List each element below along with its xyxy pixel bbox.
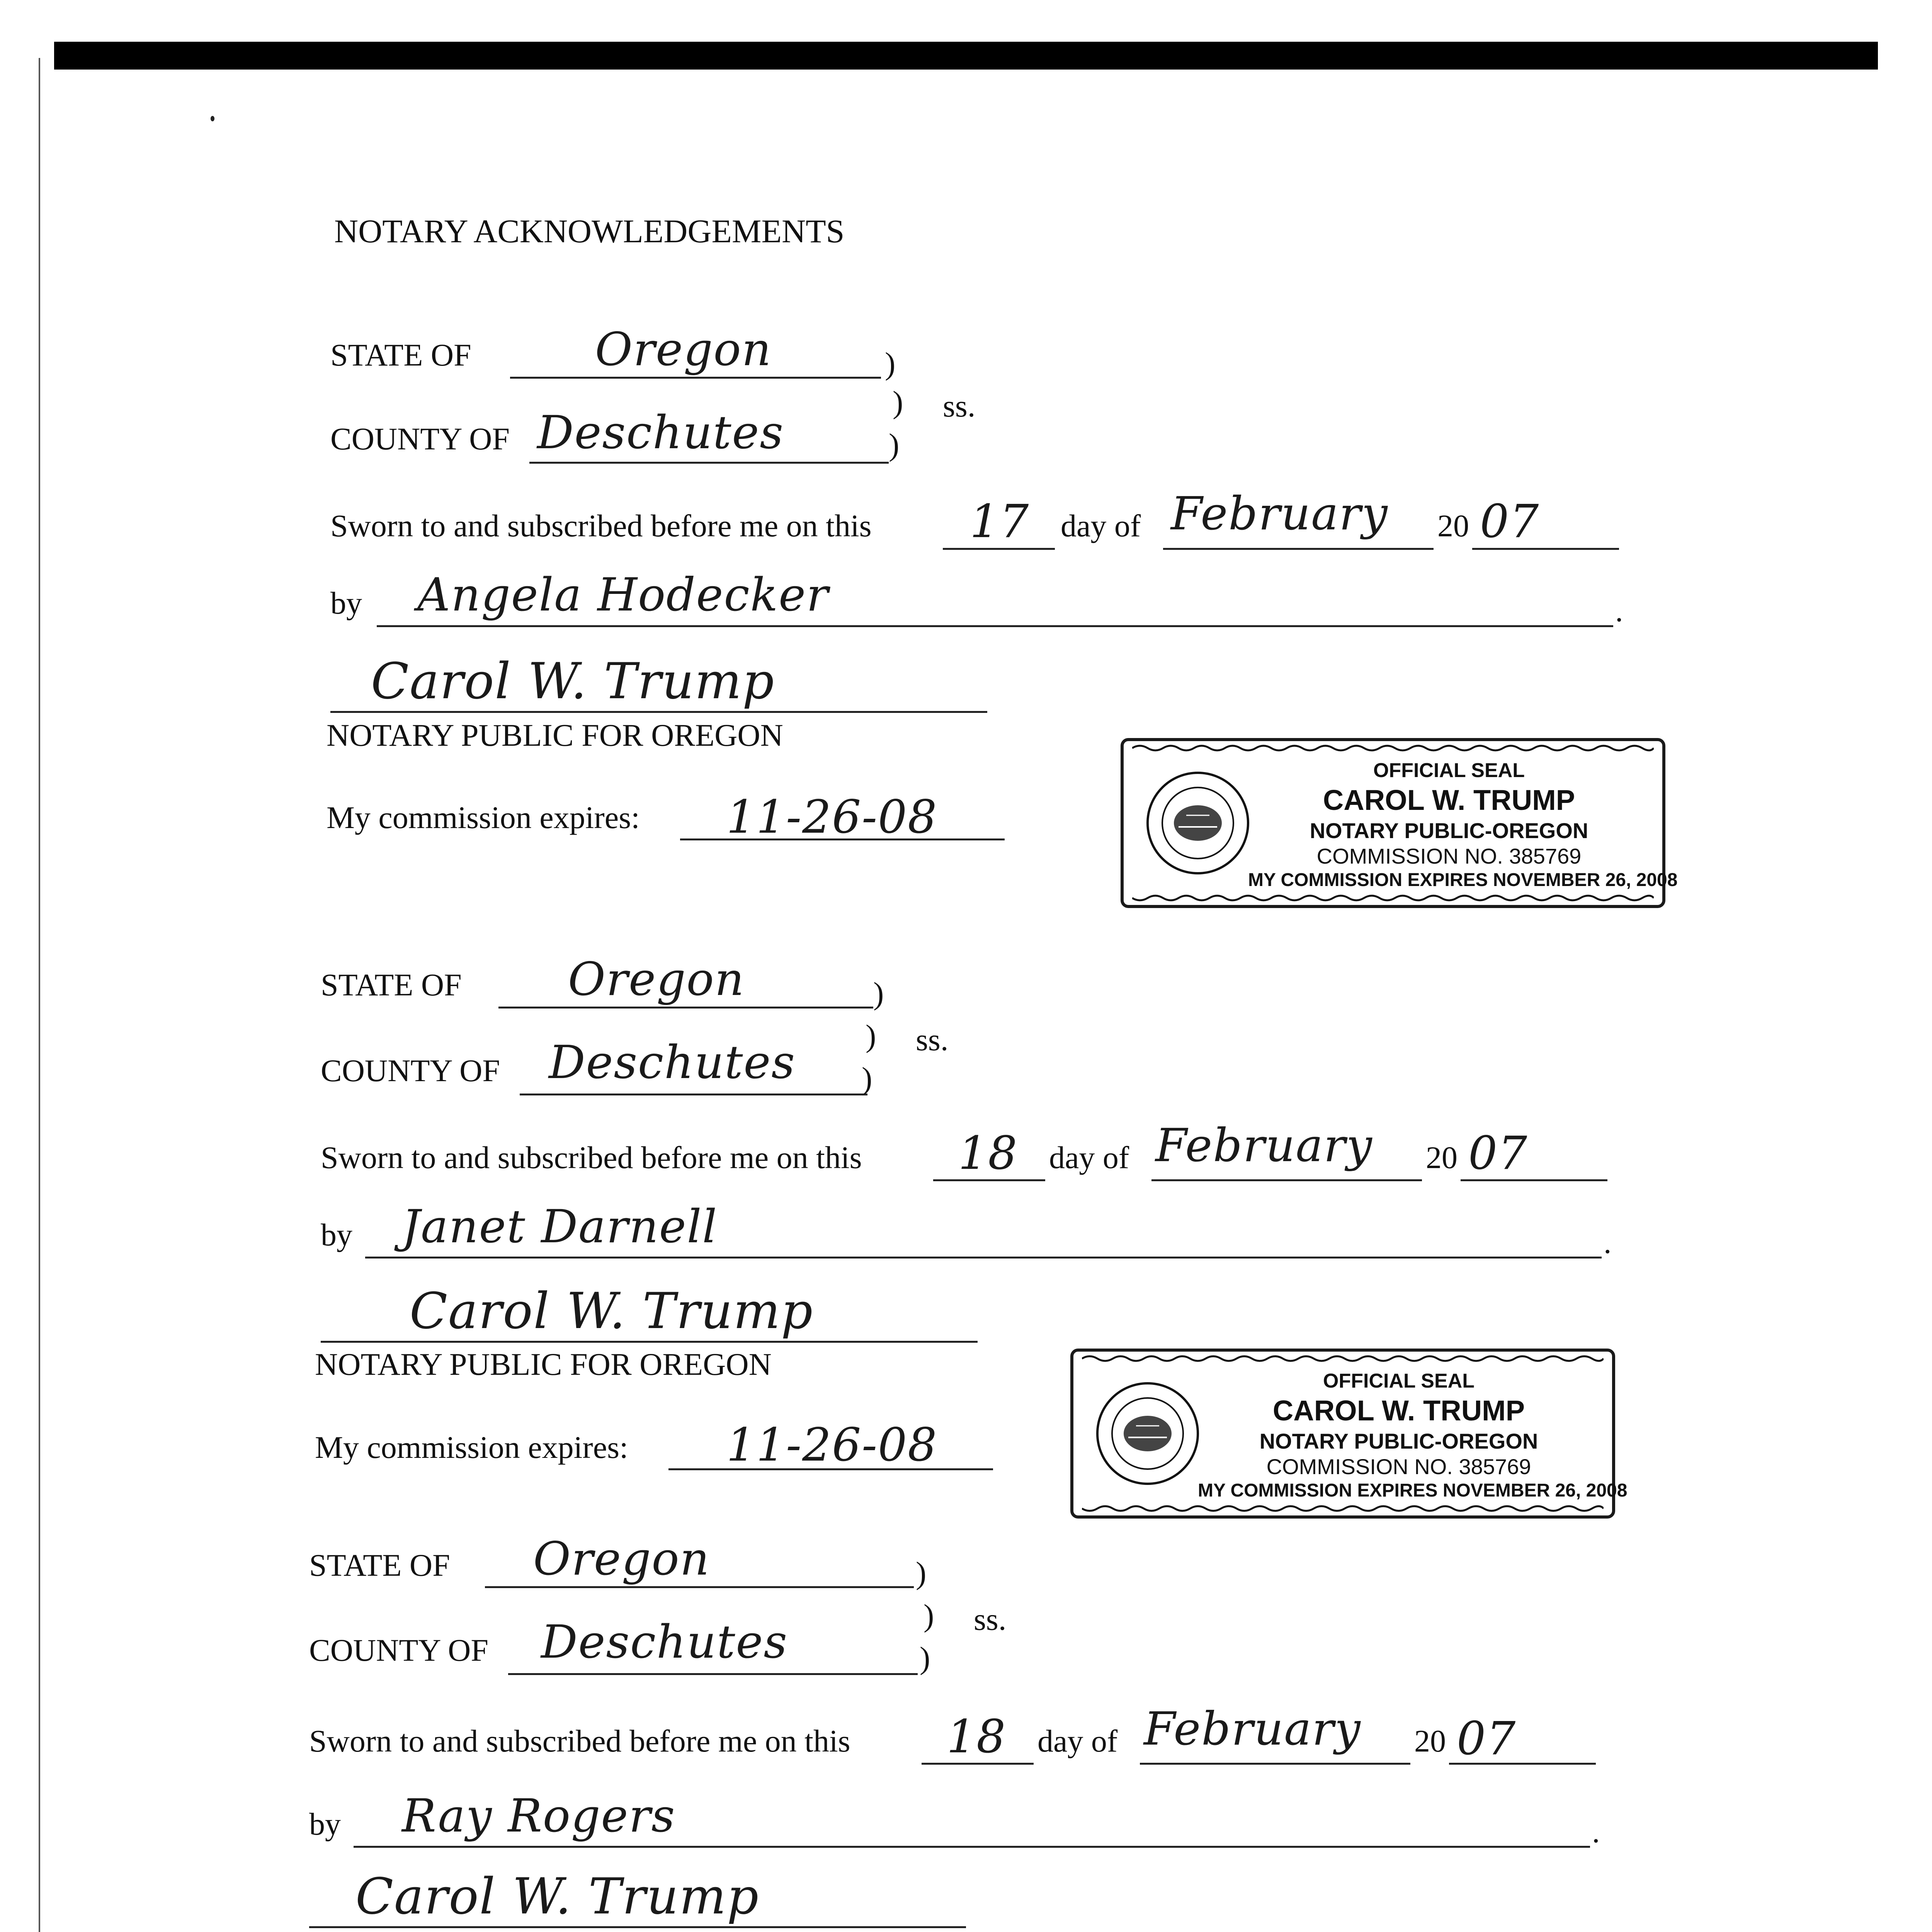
state-value: Oregon	[595, 323, 772, 376]
ss-label: ss.	[974, 1602, 1007, 1637]
by-label: by	[309, 1806, 341, 1842]
expires-value: 11-26-08	[726, 790, 938, 844]
seal-line-3: NOTARY PUBLIC-OREGON	[1259, 1429, 1538, 1453]
signature-line	[321, 1341, 978, 1343]
year-value: 07	[1468, 1126, 1528, 1180]
notary-signature: Carol W. Trump	[371, 653, 775, 710]
expires-value: 11-26-08	[726, 1418, 938, 1471]
day-value: 18	[947, 1710, 1007, 1763]
by-line	[354, 1846, 1590, 1848]
sworn-text: Sworn to and subscribed before me on this	[330, 508, 872, 543]
seal-commission-number: COMMISSION NO. 385769	[1266, 1454, 1531, 1479]
commission-expires-label: My commission expires:	[327, 800, 640, 835]
county-value: Deschutes	[541, 1615, 788, 1668]
state-line	[498, 1007, 873, 1009]
paren: )	[866, 1018, 876, 1053]
seal-notary-name: CAROL W. TRUMP	[1323, 784, 1575, 816]
day-value: 18	[958, 1126, 1018, 1180]
sworn-text: Sworn to and subscribed before me on this	[321, 1140, 862, 1175]
county-of-label: COUNTY OF	[309, 1633, 488, 1668]
signature-line	[309, 1926, 966, 1928]
month-value: February	[1144, 1702, 1361, 1755]
scan-speck	[211, 116, 214, 121]
ss-label: ss.	[943, 388, 976, 423]
seal-border-pattern	[1082, 1354, 1604, 1363]
month-value: February	[1171, 487, 1388, 540]
state-line	[485, 1586, 914, 1588]
top-scan-border	[54, 42, 1878, 70]
by-value: Angela Hodecker	[417, 568, 829, 621]
sworn-text: Sworn to and subscribed before me on this	[309, 1723, 850, 1759]
seal-border-pattern	[1132, 743, 1654, 753]
state-of-label: STATE OF	[330, 337, 471, 372]
seal-expiration: MY COMMISSION EXPIRES NOVEMBER 26, 2008	[1248, 870, 1678, 890]
day-value: 17	[970, 495, 1030, 548]
paren: )	[889, 427, 900, 462]
state-line	[510, 377, 881, 379]
by-label: by	[321, 1217, 352, 1252]
seal-border-pattern	[1132, 893, 1654, 903]
notary-seal-stamp	[1070, 1349, 1628, 1519]
seal-notary-name: CAROL W. TRUMP	[1272, 1395, 1525, 1427]
month-line	[1163, 548, 1434, 550]
by-line	[377, 625, 1613, 627]
state-value: Oregon	[533, 1532, 710, 1585]
by-label: by	[330, 585, 362, 621]
notary-public-label: NOTARY PUBLIC FOR OREGON	[327, 718, 783, 753]
commission-expires-label: My commission expires:	[315, 1430, 628, 1465]
document-title: NOTARY ACKNOWLEDGEMENTS	[334, 213, 845, 250]
year-line	[1472, 548, 1619, 550]
period: .	[1604, 1225, 1612, 1260]
signature-line	[330, 711, 987, 713]
state-seal-emblem	[1144, 769, 1252, 877]
seal-expiration: MY COMMISSION EXPIRES NOVEMBER 26, 2008	[1198, 1480, 1628, 1501]
paren: )	[862, 1061, 872, 1096]
day-line	[943, 548, 1055, 550]
day-of-label: day of	[1049, 1140, 1129, 1175]
paren: )	[920, 1640, 930, 1675]
left-scan-edge	[39, 58, 40, 1932]
month-line	[1140, 1763, 1410, 1765]
day-of-label: day of	[1037, 1723, 1118, 1759]
year-value: 07	[1480, 495, 1540, 548]
paren: )	[923, 1598, 934, 1633]
county-value: Deschutes	[549, 1036, 796, 1089]
state-seal-emblem	[1094, 1379, 1202, 1488]
by-value: Ray Rogers	[402, 1789, 676, 1842]
paren: )	[873, 976, 884, 1011]
state-of-label: STATE OF	[321, 967, 462, 1002]
county-value: Deschutes	[537, 406, 784, 459]
notary-signature: Carol W. Trump	[410, 1282, 813, 1340]
seal-line-1: OFFICIAL SEAL	[1373, 759, 1525, 782]
notary-public-label: NOTARY PUBLIC FOR OREGON	[315, 1347, 772, 1382]
paren: )	[885, 346, 896, 381]
by-line	[365, 1257, 1602, 1259]
year-value: 07	[1457, 1712, 1517, 1765]
month-value: February	[1155, 1119, 1373, 1172]
county-line	[508, 1673, 918, 1675]
state-of-label: STATE OF	[309, 1548, 450, 1583]
year-prefix: 20	[1426, 1140, 1458, 1175]
county-of-label: COUNTY OF	[321, 1053, 500, 1088]
day-of-label: day of	[1061, 508, 1141, 543]
county-line	[529, 462, 889, 464]
by-value: Janet Darnell	[402, 1200, 718, 1253]
period: .	[1615, 593, 1623, 628]
seal-line-3: NOTARY PUBLIC-OREGON	[1310, 818, 1588, 843]
state-value: Oregon	[568, 952, 745, 1006]
seal-commission-number: COMMISSION NO. 385769	[1316, 844, 1582, 868]
county-line	[520, 1094, 867, 1095]
ss-label: ss.	[916, 1022, 949, 1057]
year-prefix: 20	[1414, 1723, 1446, 1759]
notary-signature: Carol W. Trump	[355, 1868, 759, 1925]
seal-line-1: OFFICIAL SEAL	[1323, 1370, 1475, 1392]
month-line	[1151, 1179, 1422, 1181]
year-prefix: 20	[1437, 508, 1469, 543]
period: .	[1592, 1814, 1600, 1849]
seal-border-pattern	[1082, 1504, 1604, 1513]
paren: )	[916, 1555, 927, 1590]
notary-seal-stamp	[1121, 738, 1678, 908]
county-of-label: COUNTY OF	[330, 421, 510, 456]
paren: )	[893, 384, 903, 420]
